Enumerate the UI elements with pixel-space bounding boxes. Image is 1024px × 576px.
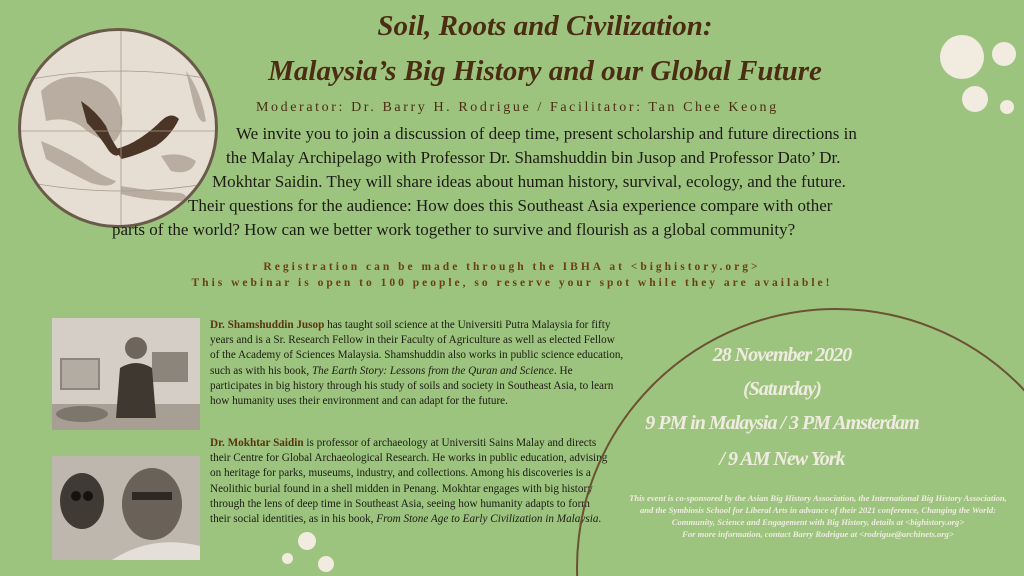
registration-line: Registration can be made through the IBHA at <bighistory.org> [263,261,761,273]
event-time: 9 PM in Malaysia / 3 PM Amsterdam [645,412,919,434]
title-line-1: Soil, Roots and Civilization: [377,10,713,42]
speaker1-book: The Earth Story: Lessons from the Quran and Science [311,364,554,377]
decorative-dot-icon [962,86,988,112]
moderator-line: Moderator: Dr. Barry H. Rodrigue / Facilitator: Tan Chee Keong [256,100,779,115]
decorative-dot-icon [1000,100,1014,114]
speaker1-photo [52,318,200,430]
sponsor-text: This event is co-sponsored by the Asian Big History Association, the International Big History Association, and the Symbiosis School for Liberal Arts in advance of their 2021 conference, Changing the World: Community, Science and Engagement with Big History, details at <bighistory.org> [629,493,1007,527]
speaker2-bio [210,436,610,527]
speaker2-text: is professor of archaeology at Universiti Sains Malay and directs their Centre for Global Archaeological Research. He works in public education, advising on heritage for parks, museums, industry, and collections. Among his discoveries is a Neolithic burial found in a shell midden in Penang. Mokhtar engages with big history through the lens of deep time in Southeast Asia, seeing how humanity adapts to form their social identities, as in his book, [210,437,608,526]
decorative-dot-icon [298,532,316,550]
intro-line: Mokhtar Saidin. They will share ideas about human history, survival, ecology, and the future. [212,172,846,191]
speaker2-photo [52,456,200,560]
event-time-ny: / 9 AM New York [719,448,845,470]
speaker2-book: From Stone Age to Early Civilization in Malaysia [376,513,599,526]
intro-line: the Malay Archipelago with Professor Dr. Shamshuddin bin Jusop and Professor Dato’ Dr. [226,148,841,167]
speaker1-name: Dr. Shamshuddin Jusop [210,319,325,331]
intro-line: Their questions for the audience: How does this Southeast Asia experience compare with other [188,196,833,215]
speaker1-text-end: . He participates in big history through his study of soils and society in Southeast Asia, to learn how humanity uses their environment and can adapt for the future. [210,364,614,408]
decorative-dot-icon [940,35,984,79]
decorative-dot-icon [992,42,1016,66]
contact-text: For more information, contact Barry Rodrigue at <rodrigue@archinets.org> [682,529,954,539]
capacity-line: This webinar is open to 100 people, so reserve your spot while they are available! [191,277,833,289]
intro-line: We invite you to join a discussion of deep time, present scholarship and future directions in [236,124,857,143]
speaker1-text: has taught soil science at the Universiti Putra Malaysia for fifty years and is a Sr. Research Fellow in their Faculty of Agriculture as well as elected Fellow of the Academy of Sciences Malaysia. Shamshuddin also works in public science education, such as with his book, [210,319,624,377]
person-photo-icon [52,318,200,430]
event-day: (Saturday) [743,378,821,400]
title-line-2: Malaysia’s Big History and our Global Future [268,55,822,87]
speaker2-name: Dr. Mokhtar Saidin [210,437,304,449]
speaker2-text-end: . [598,513,602,526]
person-photo-icon [52,456,200,560]
event-date: 28 November 2020 [712,344,852,366]
intro-line: parts of the world? How can we better work together to survive and flourish as a global community? [112,220,796,239]
decorative-dot-icon [318,556,334,572]
sponsor-notice [622,492,1014,540]
decorative-dot-icon [282,553,293,564]
speaker1-bio [210,318,624,409]
